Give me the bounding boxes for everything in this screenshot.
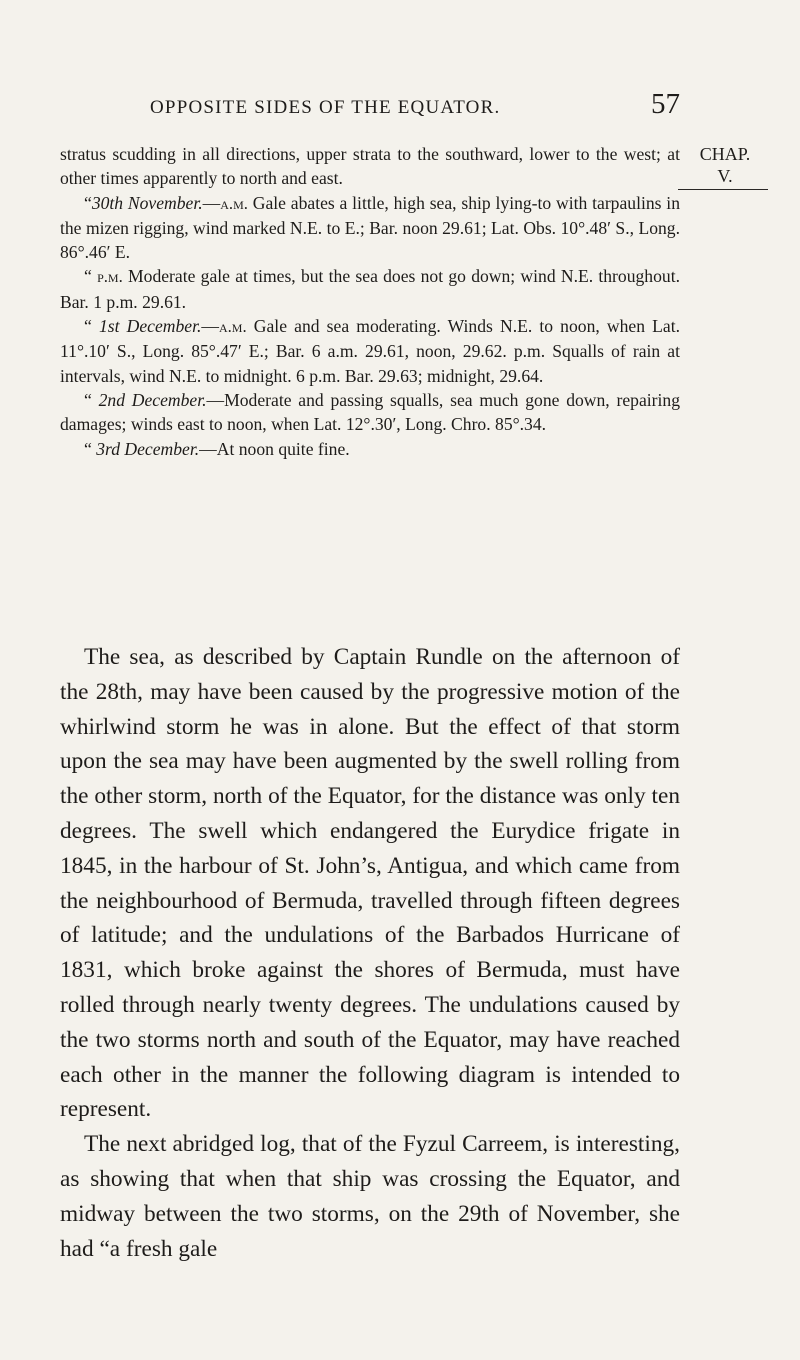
log-extract <box>60 142 680 461</box>
log-time: a.m. <box>220 193 248 213</box>
body-paragraph: The sea, as described by Captain Rundle on the afternoon of the 28th, may have been caused by the progressive motion of the whirlwind storm he was in alone. But the effect of that storm upon the sea may have been augmented by the swell rolling from the other storm, north of the Equator, for the distance was only ten degrees. The swell which endangered the Eurydice frigate in 1845, in the harbour of St. John’s, Antigua, and which came from the neighbourhood of Bermuda, travelled through fifteen degrees of latitude; and the undulations of the Barbados Hurricane of 1831, which broke against the shores of Bermuda, must have rolled through nearly twenty degrees. The undulations caused by the two storms north and south of the Equator, may have reached each other in the manner the following diagram is intended to represent. <box>60 644 680 1123</box>
log-text: Moderate gale at times, but the sea does not go down; wind N.E. throughout. Bar. 1 p.m. 29.61. <box>60 266 680 312</box>
log-entry: “ p.m. Moderate gale at times, but the sea does not go down; wind N.E. throughout. Bar. 1 p.m. 29.61. <box>60 266 680 312</box>
log-date: 1st December. <box>98 316 202 337</box>
log-time: a.m. <box>218 317 247 337</box>
log-date: 3rd December. <box>96 438 200 459</box>
chapter-number: V. <box>717 166 733 186</box>
log-time: p.m. <box>97 267 123 287</box>
log-text: stratus scudding in all directions, upper strata to the southward, lower to the west; at other times apparently to north and east. <box>60 144 680 189</box>
log-text: Gale and sea moderating. Winds N.E. to noon, when Lat. 11°.10′ S., Long. 85°.47′ E.; Bar. 6 a.m. 29.61, noon, 29.62. p.m. Squalls of rain at intervals, wind N.E. to midnight. 6 p.m. Bar. 29.63; midnight, 29.64. <box>60 316 680 386</box>
log-text: At noon quite fine. <box>216 438 350 459</box>
body-paragraph: The next abridged log, that of the Fyzul Carreem, is interesting, as showing that when that ship was crossing the Equator, and midway between the two storms, on the 29th of November, she had “a fresh gale <box>60 1131 680 1262</box>
running-title: OPPOSITE SIDES OF THE EQUATOR. <box>150 97 501 118</box>
running-head <box>60 88 680 121</box>
log-text: Gale abates a little, high sea, ship lying-to with tarpaulins in the mizen rigging, wind marked N.E. to E.; Bar. noon 29.61; Lat. Obs. 10°.48′ S., Long. 86°.46′ E. <box>60 192 680 263</box>
log-entry: “30th November.—a.m. Gale abates a little, high sea, ship lying-to with tarpaulins in the mizen rigging, wind marked N.E. to E.; Bar. noon 29.61; Lat. Obs. 10°.48′ S., Long. 86°.46′ E. <box>60 192 680 263</box>
page-number: 57 <box>651 88 680 120</box>
margin-rule <box>678 189 768 190</box>
log-date: 2nd December. <box>98 389 207 410</box>
log-date: 30th November. <box>91 192 203 213</box>
log-entry: “ 2nd December.—Moderate and passing squalls, sea much gone down, repairing damages; winds east to noon, when Lat. 12°.30′, Long. Chro. 85°.34. <box>60 389 680 435</box>
log-entry <box>60 142 680 191</box>
chapter-label: CHAP. <box>699 144 751 164</box>
log-entry: “ 1st December.—a.m. Gale and sea moderating. Winds N.E. to noon, when Lat. 11°.10′ S., Long. 85°.47′ E.; Bar. 6 a.m. 29.61, noon, 29.62. p.m. Squalls of rain at intervals, wind N.E. to midnight. 6 p.m. Bar. 29.63; midnight, 29.64. <box>60 316 680 386</box>
chapter-margin-note <box>690 143 760 190</box>
body-text <box>60 640 680 1266</box>
log-entry: “ 3rd December.—At noon quite fine. <box>84 438 350 459</box>
log-text: Moderate and passing squalls, sea much gone down, repairing damages; winds east to noon, when Lat. 12°.30′, Long. Chro. 85°.34. <box>60 389 680 435</box>
